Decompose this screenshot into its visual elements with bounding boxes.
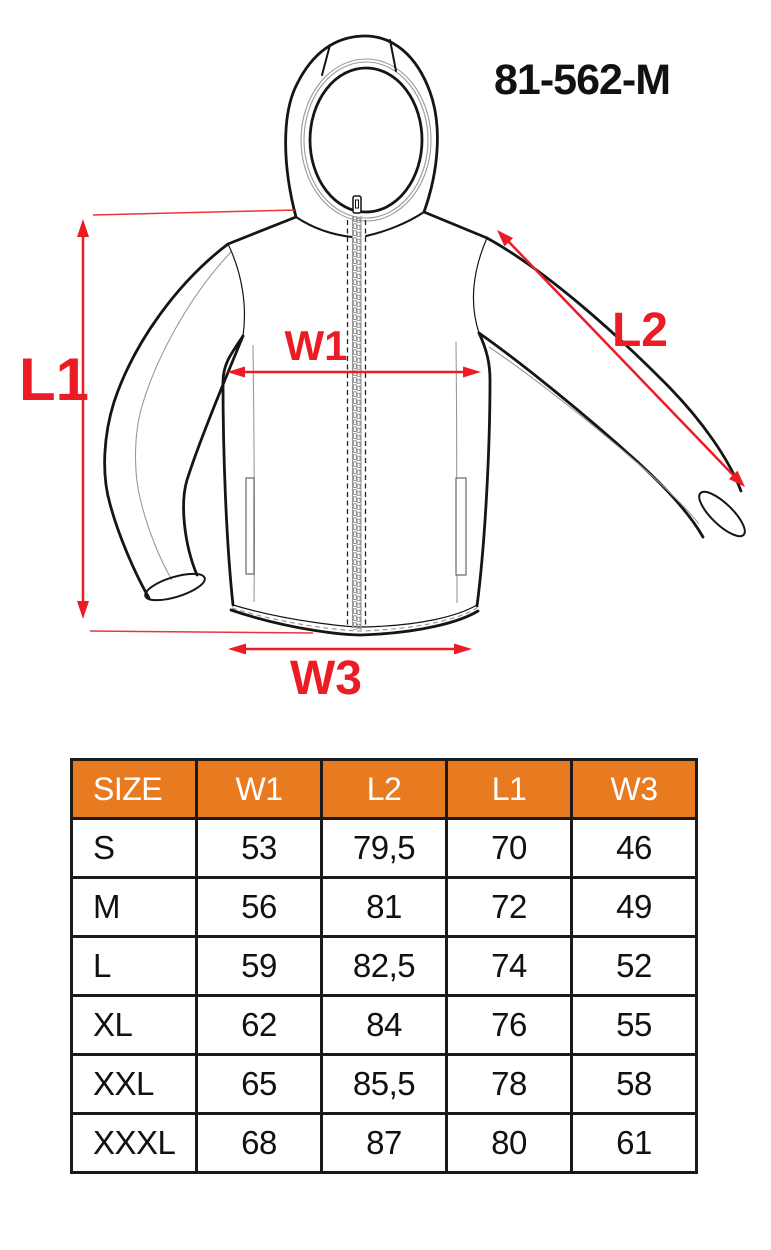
table-cell: 68 xyxy=(197,1114,322,1173)
product-code: 81-562-M xyxy=(494,56,671,104)
size-cell: XL xyxy=(72,996,197,1055)
column-header-l1: L1 xyxy=(447,760,572,819)
table-cell: 76 xyxy=(447,996,572,1055)
table-row xyxy=(72,937,697,996)
table-cell: 81 xyxy=(322,878,447,937)
table-row xyxy=(72,1114,697,1173)
table-cell: 49 xyxy=(572,878,697,937)
arrowhead-right xyxy=(454,644,472,655)
left-armhole-seam xyxy=(228,244,244,336)
zipper xyxy=(348,196,366,630)
table-cell: 72 xyxy=(447,878,572,937)
table-cell: 46 xyxy=(572,819,697,878)
table-cell: 70 xyxy=(447,819,572,878)
table-cell: 65 xyxy=(197,1055,322,1114)
zipper-pull xyxy=(353,196,361,213)
table-cell: 62 xyxy=(197,996,322,1055)
table-row xyxy=(72,996,697,1055)
table-cell: 61 xyxy=(572,1114,697,1173)
right-shoulder xyxy=(424,212,487,238)
left-shoulder xyxy=(228,217,296,244)
l1-bottom-leader-line xyxy=(90,631,313,633)
table-cell: 52 xyxy=(572,937,697,996)
table-cell: 53 xyxy=(197,819,322,878)
arrowhead-down xyxy=(77,601,89,619)
l2-label: L2 xyxy=(611,304,669,357)
right-sleeve xyxy=(479,238,751,542)
size-cell: M xyxy=(72,878,197,937)
w3-label: W3 xyxy=(290,652,362,705)
arrowhead-right xyxy=(463,367,481,378)
right-pocket xyxy=(456,478,466,575)
table-cell: 79,5 xyxy=(322,819,447,878)
table-cell: 80 xyxy=(447,1114,572,1173)
table-cell: 56 xyxy=(197,878,322,937)
column-header-l2: L2 xyxy=(322,760,447,819)
table-cell: 84 xyxy=(322,996,447,1055)
size-cell: L xyxy=(72,937,197,996)
size-table xyxy=(70,758,698,1174)
table-row xyxy=(72,1055,697,1114)
l1-label: L1 xyxy=(18,346,90,413)
table-row xyxy=(72,878,697,937)
table-cell: 55 xyxy=(572,996,697,1055)
table-cell: 82,5 xyxy=(322,937,447,996)
column-header-w1: W1 xyxy=(197,760,322,819)
size-cell: XXL xyxy=(72,1055,197,1114)
table-cell: 85,5 xyxy=(322,1055,447,1114)
column-header-size: SIZE xyxy=(72,760,197,819)
w1-label: W1 xyxy=(284,322,348,369)
arrowhead-left xyxy=(228,644,246,655)
dimension-w3 xyxy=(228,644,472,706)
arrowhead-up xyxy=(77,219,89,237)
table-row xyxy=(72,819,697,878)
table-cell: 78 xyxy=(447,1055,572,1114)
table-cell: 59 xyxy=(197,937,322,996)
left-cuff xyxy=(142,568,207,605)
left-pocket xyxy=(246,478,254,574)
right-armhole-seam xyxy=(473,238,487,333)
header-row xyxy=(72,760,697,819)
table-cell: 74 xyxy=(447,937,572,996)
size-cell: XXXL xyxy=(72,1114,197,1173)
column-header-w3: W3 xyxy=(572,760,697,819)
l1-top-leader-line xyxy=(93,210,296,215)
size-cell: S xyxy=(72,819,197,878)
table-cell: 58 xyxy=(572,1055,697,1114)
table-cell: 87 xyxy=(322,1114,447,1173)
